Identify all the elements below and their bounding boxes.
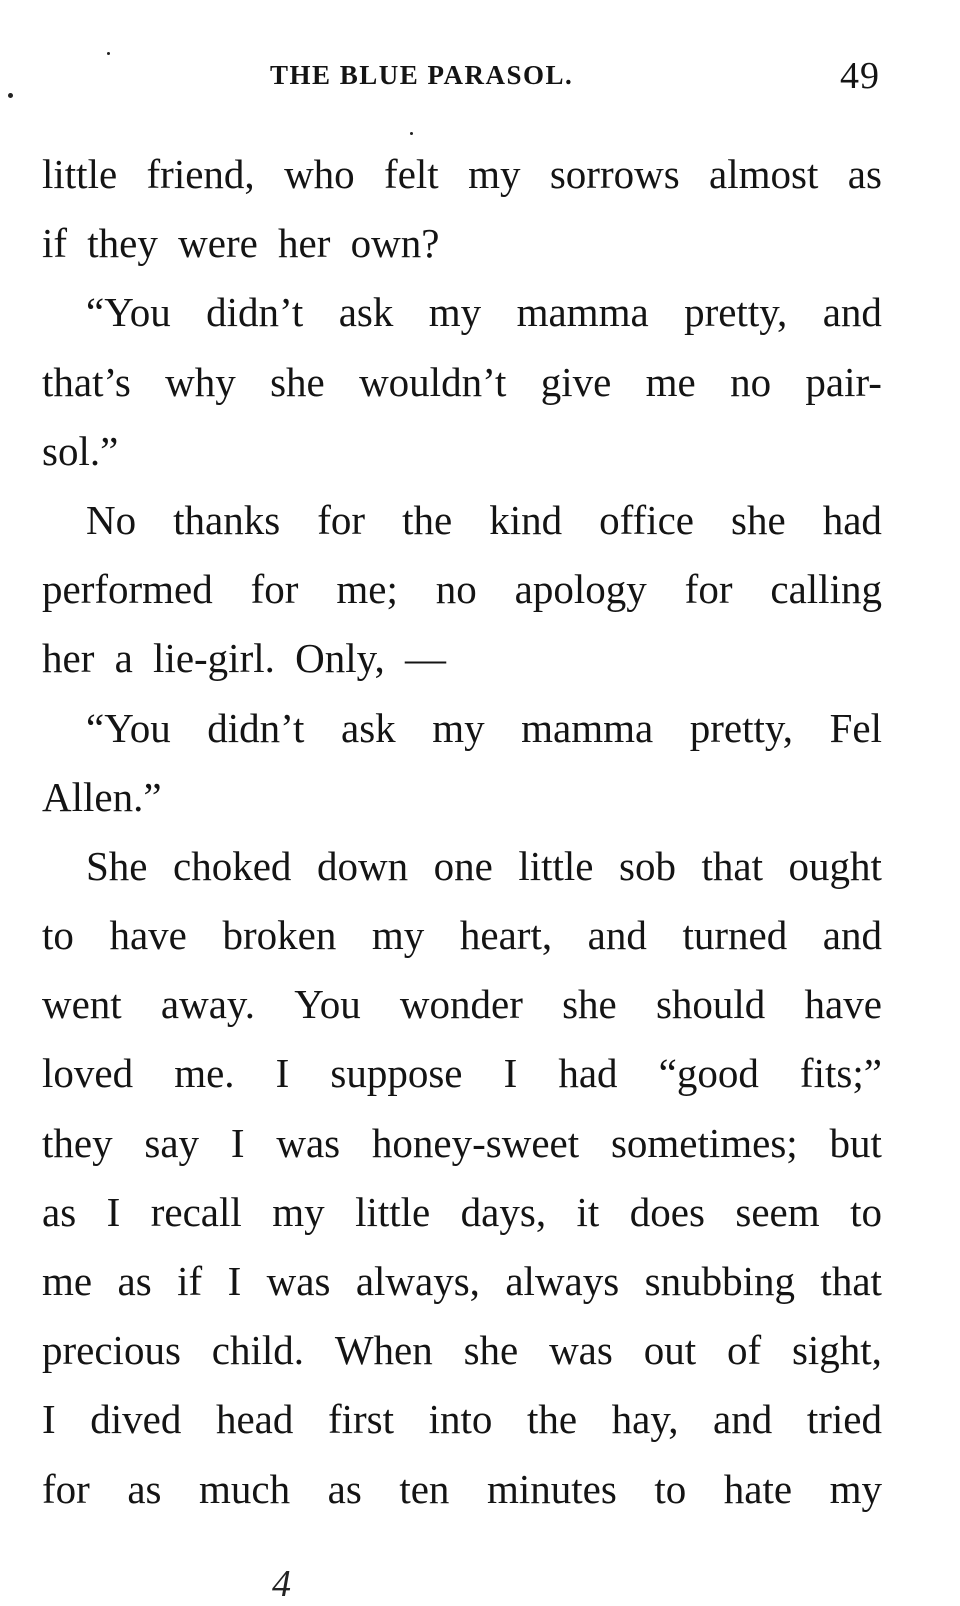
word: kind — [489, 496, 563, 543]
word: tried — [806, 1396, 882, 1443]
word: it — [576, 1188, 600, 1235]
word: had — [558, 1050, 618, 1097]
word: I — [227, 1258, 242, 1304]
word: I — [230, 1119, 245, 1166]
word: as — [327, 1465, 362, 1512]
text-line — [42, 140, 882, 209]
word: of — [726, 1327, 762, 1374]
word: sight, — [791, 1327, 882, 1374]
word: should — [655, 981, 766, 1028]
word: was — [276, 1119, 341, 1166]
word: She — [86, 842, 148, 889]
word: down — [316, 842, 409, 889]
word: one — [433, 842, 493, 889]
text-line — [42, 555, 882, 624]
word: office — [599, 496, 694, 543]
word: ask — [341, 704, 396, 751]
word: who — [284, 151, 355, 197]
text-line — [42, 278, 882, 347]
word: my — [829, 1465, 882, 1512]
word: my — [468, 151, 521, 197]
word: Fel — [829, 704, 882, 751]
text-line — [42, 1247, 882, 1316]
word: “good — [658, 1050, 759, 1097]
word: You — [294, 981, 361, 1028]
word: no — [730, 358, 772, 405]
word: my — [371, 912, 425, 959]
word: little — [42, 151, 118, 197]
text-line: Allen.” — [42, 773, 162, 820]
word: she — [562, 981, 617, 1028]
print-speck — [8, 93, 13, 98]
word: was — [266, 1258, 331, 1304]
word: wouldn’t — [359, 358, 507, 405]
word: and — [822, 912, 882, 959]
word: always — [505, 1258, 620, 1304]
word: to — [42, 912, 74, 959]
word: child. — [211, 1327, 304, 1374]
word: calling — [770, 566, 882, 613]
word: didn’t — [206, 289, 304, 336]
word: mamma — [516, 289, 649, 336]
word: went — [42, 981, 122, 1028]
word: for — [250, 566, 299, 613]
word: suppose — [330, 1050, 463, 1097]
text-line — [42, 970, 882, 1039]
text-line — [42, 348, 882, 417]
word: the — [402, 496, 453, 543]
word: me; — [336, 566, 398, 613]
word: didn’t — [207, 704, 305, 751]
word: honey-sweet — [371, 1119, 580, 1166]
word: loved — [42, 1050, 134, 1097]
word: mamma — [521, 704, 654, 751]
word: to — [654, 1465, 687, 1512]
word: she — [270, 358, 325, 405]
word: and — [713, 1396, 773, 1443]
word: into — [428, 1396, 493, 1443]
text-line — [42, 486, 882, 555]
word: sorrows — [549, 151, 680, 197]
word: was — [549, 1327, 613, 1374]
word: had — [822, 496, 882, 543]
text-line — [42, 901, 882, 970]
word: friend, — [146, 151, 255, 197]
word: say — [144, 1119, 200, 1166]
word: if — [177, 1258, 203, 1304]
word: she — [731, 496, 786, 543]
text-line — [42, 1039, 882, 1108]
word: days, — [460, 1188, 547, 1235]
word: ask — [338, 289, 394, 336]
word: to — [850, 1188, 882, 1235]
word: apology — [514, 566, 647, 613]
word: why — [165, 358, 236, 405]
word: much — [199, 1465, 291, 1512]
word: but — [829, 1119, 882, 1166]
word: away. — [160, 981, 255, 1028]
print-speck — [410, 132, 413, 135]
print-speck — [107, 52, 110, 55]
running-title: THE BLUE PARASOL. — [270, 60, 574, 90]
word: “You — [86, 704, 171, 751]
word: me — [645, 358, 696, 405]
word: I — [275, 1050, 290, 1097]
word: wonder — [399, 981, 523, 1028]
word: have — [109, 912, 187, 959]
word: thanks — [173, 496, 281, 543]
word: I — [42, 1396, 56, 1443]
word: felt — [384, 151, 439, 197]
word: little — [355, 1188, 431, 1235]
word: performed — [42, 566, 213, 613]
word: snubbing — [644, 1258, 795, 1304]
text-line: her a lie-girl. Only, — — [42, 635, 446, 682]
word: seem — [735, 1188, 820, 1235]
word: head — [215, 1396, 294, 1443]
word: I — [503, 1050, 518, 1097]
word: When — [334, 1327, 433, 1374]
word: dived — [90, 1396, 182, 1443]
word: pretty, — [689, 704, 794, 751]
word: almost — [709, 151, 819, 197]
word: they — [42, 1119, 113, 1166]
word: that’s — [42, 358, 131, 405]
word: always, — [355, 1258, 480, 1304]
text-line — [42, 1385, 882, 1454]
word: recall — [150, 1188, 242, 1235]
word: my — [432, 704, 485, 751]
word: broken — [222, 912, 337, 959]
word: my — [428, 289, 482, 336]
word: no — [435, 566, 477, 613]
word: for — [684, 566, 733, 613]
word: ought — [788, 842, 882, 889]
word: precious — [42, 1327, 181, 1374]
word: first — [327, 1396, 394, 1443]
word: for — [42, 1465, 90, 1512]
word: for — [317, 496, 366, 543]
word: me. — [174, 1050, 235, 1097]
text-line — [42, 1178, 882, 1247]
word: out — [643, 1327, 697, 1374]
word: me — [42, 1258, 93, 1304]
text-line — [42, 694, 882, 763]
word: sometimes; — [610, 1119, 798, 1166]
text-line: if they were her own? — [42, 220, 440, 267]
word: hate — [723, 1465, 793, 1512]
word: turned — [682, 912, 788, 959]
page-number: 49 — [840, 55, 880, 97]
signature-mark: 4 — [272, 1563, 291, 1605]
text-line — [42, 1455, 882, 1524]
word: sob — [619, 842, 676, 889]
word: have — [804, 981, 882, 1028]
word: ten — [399, 1465, 450, 1512]
text-line — [42, 832, 882, 901]
word: as — [127, 1465, 162, 1512]
text-line — [42, 1316, 882, 1385]
word: the — [526, 1396, 578, 1443]
word: hay, — [611, 1396, 679, 1443]
word: minutes — [486, 1465, 617, 1512]
text-line: sol.” — [42, 427, 119, 474]
word: “You — [86, 289, 171, 336]
word: as — [847, 151, 882, 197]
text-line — [42, 1109, 882, 1178]
body-text — [42, 140, 882, 1524]
word: and — [822, 289, 882, 336]
word: does — [629, 1188, 705, 1235]
word: I — [106, 1188, 121, 1235]
word: she — [463, 1327, 519, 1374]
word: as — [117, 1258, 152, 1304]
word: pretty, — [684, 289, 788, 336]
word: pair- — [805, 358, 882, 405]
page-header — [0, 52, 960, 102]
word: that — [701, 842, 764, 889]
word: No — [86, 496, 137, 543]
word: and — [587, 912, 647, 959]
word: as — [42, 1188, 77, 1235]
word: give — [540, 358, 612, 405]
word: fits;” — [799, 1050, 882, 1097]
word: that — [820, 1258, 882, 1304]
word: heart, — [459, 912, 553, 959]
word: choked — [173, 842, 292, 889]
word: little — [518, 842, 594, 889]
word: my — [272, 1188, 325, 1235]
